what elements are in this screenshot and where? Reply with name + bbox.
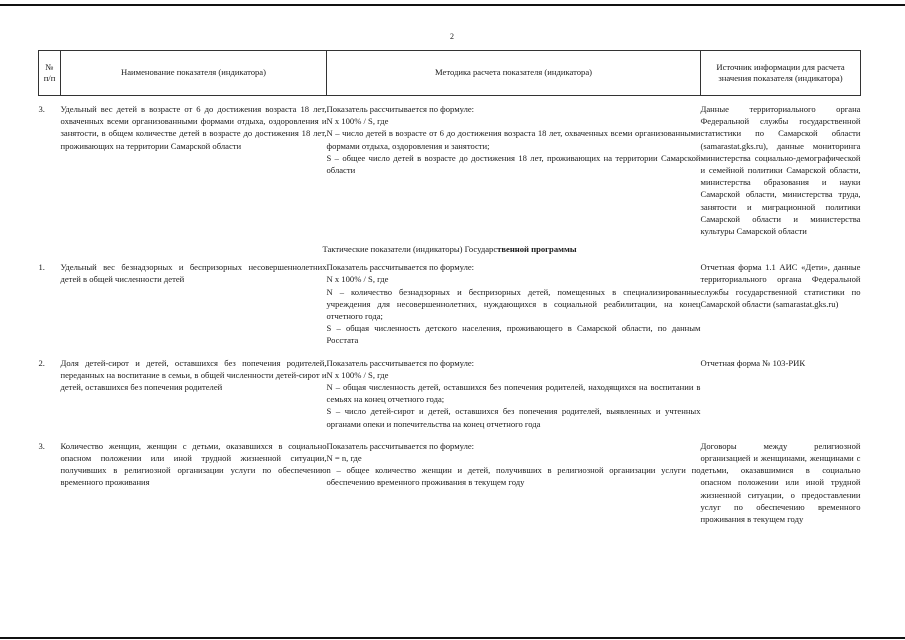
method-line: N x 100% / S, где	[326, 274, 389, 285]
section-title	[39, 237, 861, 261]
method-line: S – число детей-сирот и детей, оставшихся без попечения родителей, выявленных и учтенных органами опеки и попечительства на конец отчетного года	[326, 406, 701, 429]
section-title-plain: Тактические показатели (индикаторы) Государс	[322, 244, 498, 255]
table-row	[39, 261, 861, 346]
header-name: Наименование показателя (индикатора)	[61, 51, 327, 96]
table-row	[39, 103, 861, 237]
row-number: 3.	[38, 440, 45, 451]
info-source: Отчетная форма 1.1 АИС «Дети», данные территориального органа Федеральной службы государственной статистики по Самарской области (samarastat.gks.ru)	[700, 262, 861, 309]
calc-method	[327, 440, 701, 525]
table-row	[39, 440, 861, 525]
indicators-table	[38, 50, 861, 525]
method-line: Показатель рассчитывается по формуле:	[326, 440, 475, 451]
table-header-row	[39, 51, 861, 96]
method-line: n – общее количество женщин и детей, получивших в религиозной организации услуги по обеспечению временного проживания в текущем году	[326, 465, 701, 488]
method-line: N – общая численность детей, оставшихся без попечения родителей, находящихся на воспитании в семьях на конец отчетного года;	[326, 382, 701, 405]
page-number: 2	[450, 32, 454, 41]
indicator-name: Удельный вес детей в возрасте от 6 до достижения возраста 18 лет, охваченных всеми организованными формами отдыха, оздоровления и занятости, в общем количестве детей в возрасте до достижения 18 лет, проживающих на территории Самарской области	[60, 104, 327, 151]
info-source: Отчетная форма № 103-РИК	[700, 357, 806, 368]
section-heading-row	[39, 237, 861, 261]
method-line: N x 100% / S, где	[326, 369, 389, 380]
info-source: Договоры между религиозной организацией и женщинами, женщинами с детьми, оказавшимися в социально опасном положении или иной трудной жизненной ситуации, о предоставлении услуг по обеспечению временного проживания в текущем году	[700, 440, 861, 525]
row-number: 2.	[38, 357, 45, 368]
info-source: Данные территориального органа Федеральной службы государственной статистики по Самарской области (samarastat.gks.ru), данные мониторинга министерства социально-демографической и семейной политики Самарской области, министерства образования и науки Самарской области, министерства труда, занятости и миграционной политики Самарской области и министерства культуры Самарской области	[700, 104, 861, 237]
method-line: N x 100% / S, где	[326, 116, 389, 127]
calc-method	[327, 103, 701, 237]
indicator-name: Удельный вес безнадзорных и беспризорных несовершеннолетних детей в общей численности детей	[60, 262, 327, 285]
header-num: № п/п	[39, 51, 61, 96]
scan-edge-bottom	[0, 637, 905, 639]
indicator-name: Доля детей-сирот и детей, оставшихся без попечения родителей, переданных на воспитание в семьи, в общей численности детей-сирот и детей, оставшихся без попечения родителей	[60, 357, 327, 393]
method-line: N – количество безнадзорных и беспризорных детей, помещенных в специализированные учреждения для несовершеннолетних, нуждающихся в социальной реабилитации, на конец отчетного года;	[326, 286, 701, 322]
method-line: S – общее число детей в возрасте до достижения 18 лет, проживающих на территории Самарской области	[326, 152, 701, 176]
method-line: N – число детей в возрасте от 6 до достижения возраста 18 лет, охваченных всеми организованными формами отдыха, оздоровления и занятости;	[326, 128, 701, 151]
header-source: Источник информации для расчета значения показателя (индикатора)	[701, 51, 861, 96]
scan-edge-top	[0, 4, 905, 6]
method-line: Показатель рассчитывается по формуле:	[326, 357, 475, 368]
calc-method	[327, 357, 701, 430]
table-row	[39, 357, 861, 430]
calc-method	[327, 261, 701, 346]
indicator-name: Количество женщин, женщин с детьми, оказавшихся в социально опасном положении или иной трудной жизненной ситуации, получивших в религиозной организации услуги по обеспечению временного проживания	[60, 440, 327, 488]
method-line: N = n, где	[326, 453, 362, 464]
row-number: 3.	[38, 104, 45, 114]
row-number: 1.	[38, 262, 45, 273]
method-line: Показатель рассчитывается по формуле:	[326, 104, 475, 114]
method-line: S – общая численность детского населения, проживающего в Самарской области, по данным Росстата	[326, 323, 701, 346]
method-line: Показатель рассчитывается по формуле:	[326, 262, 475, 273]
header-method: Методика расчета показателя (индикатора)	[327, 51, 701, 96]
section-title-bold: твенной программы	[497, 244, 577, 255]
